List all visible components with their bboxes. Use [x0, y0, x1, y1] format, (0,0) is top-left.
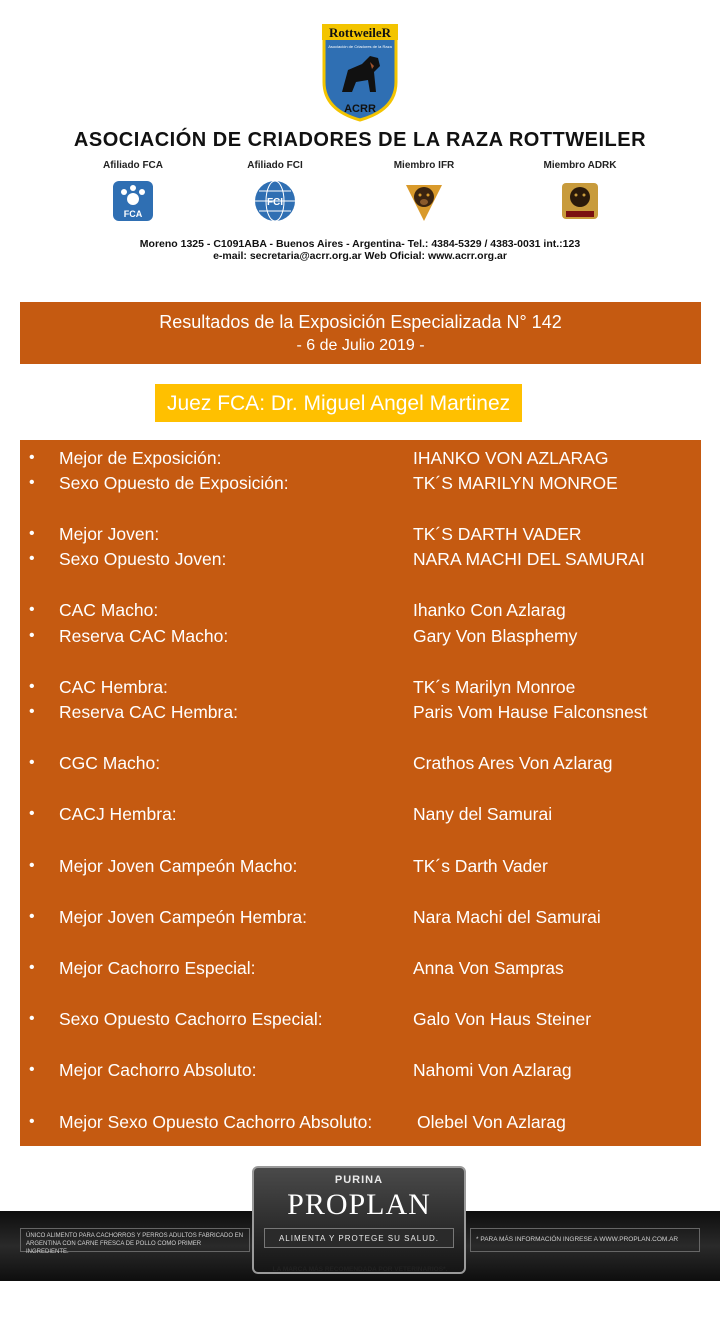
bullet-icon: • — [29, 805, 35, 822]
adrk-emblem-icon — [558, 179, 602, 223]
bullet-icon: • — [29, 754, 35, 771]
bullet-icon: • — [29, 1010, 35, 1027]
result-winner: Crathos Ares Von Azlarag — [413, 753, 613, 773]
ad-bottom-text: LA MARCA MÁS RECOMENDADA POR VETERINARIOS*. — [272, 1266, 448, 1273]
affiliation-fca — [78, 160, 188, 223]
logo-text-top: RottweileR — [328, 25, 392, 40]
bullet-icon: • — [29, 525, 35, 542]
proplan-tagline: ALIMENTA Y PROTEGE SU SALUD. — [264, 1228, 454, 1248]
proplan-brand: PROPLAN — [287, 1188, 431, 1221]
result-category: Sexo Opuesto Joven: — [59, 549, 227, 569]
result-row — [20, 626, 701, 652]
affiliation-fci — [220, 160, 330, 223]
result-category: Sexo Opuesto Cachorro Especial: — [59, 1009, 323, 1029]
bullet-icon: • — [29, 703, 35, 720]
result-row — [20, 600, 701, 626]
result-category: Sexo Opuesto de Exposición: — [59, 473, 289, 493]
bullet-icon: • — [29, 1113, 35, 1130]
result-winner: TK´s Darth Vader — [413, 856, 548, 876]
proplan-ad — [0, 1150, 720, 1318]
affiliation-label: Miembro IFR — [393, 160, 455, 171]
result-category: Reserva CAC Macho: — [59, 626, 229, 646]
address-line-1: Moreno 1325 - C1091ABA - Buenos Aires - Argentina- Tel.: 4384-5329 / 4383-0031 int.:123 — [139, 238, 581, 250]
judge-banner: Juez FCA: Dr. Miguel Angel Martinez — [155, 384, 522, 422]
result-row — [20, 702, 701, 728]
result-row — [20, 804, 701, 830]
result-winner: Paris Vom Hause Falconsnest — [413, 702, 648, 722]
proplan-logo — [252, 1166, 466, 1274]
result-category: Mejor Cachorro Absoluto: — [59, 1060, 257, 1080]
affiliation-adrk — [525, 160, 635, 223]
result-category: Mejor Joven: — [59, 524, 160, 544]
result-winner: IHANKO VON AZLARAG — [413, 448, 609, 468]
result-winner: TK´s Marilyn Monroe — [413, 677, 576, 697]
result-category: Mejor Cachorro Especial: — [59, 958, 256, 978]
results-title: Resultados de la Exposición Especializada N° 142 — [159, 312, 562, 332]
result-category: CGC Macho: — [59, 753, 161, 773]
result-winner: NARA MACHI DEL SAMURAI — [413, 549, 645, 569]
result-category: Reserva CAC Hembra: — [59, 702, 238, 722]
bullet-icon: • — [29, 449, 35, 466]
result-row — [20, 473, 701, 499]
results-date: - 6 de Julio 2019 - — [296, 337, 425, 354]
bullet-icon: • — [29, 908, 35, 925]
bullet-icon: • — [29, 474, 35, 491]
result-winner: Nahomi Von Azlarag — [413, 1060, 572, 1080]
result-category: Mejor Sexo Opuesto Cachorro Absoluto: — [59, 1112, 373, 1132]
result-row — [20, 1009, 701, 1035]
result-winner: TK´S MARILYN MONROE — [413, 473, 618, 493]
affiliation-label: Afiliado FCI — [247, 160, 303, 171]
acrr-logo — [318, 22, 402, 122]
affiliation-label: Afiliado FCA — [103, 160, 163, 171]
ad-left-text: ÚNICO ALIMENTO PARA CACHORROS Y PERROS ADULTOS FABRICADO EN ARGENTINA CON CARNE FRESCA DE POLLO COMO PRIMER INGREDIENTE. — [20, 1228, 250, 1252]
result-category: Mejor de Exposición: — [59, 448, 222, 468]
address-block — [0, 238, 720, 262]
purina-label: PURINA — [334, 1174, 384, 1186]
bullet-icon: • — [29, 627, 35, 644]
results-list — [20, 440, 701, 1146]
result-row — [20, 907, 701, 933]
result-category: Mejor Joven Campeón Macho: — [59, 856, 298, 876]
result-winner: Nany del Samurai — [413, 804, 553, 824]
fca-paw-icon — [111, 179, 155, 223]
result-row — [20, 856, 701, 882]
affiliation-ifr — [369, 160, 479, 223]
result-category: CAC Macho: — [59, 600, 159, 620]
bullet-icon: • — [29, 1061, 35, 1078]
results-header — [20, 302, 701, 364]
fci-globe-icon — [253, 179, 297, 223]
result-winner: Gary Von Blasphemy — [413, 626, 578, 646]
ad-band-bottom — [0, 1281, 720, 1318]
bullet-icon: • — [29, 678, 35, 695]
bullet-icon: • — [29, 959, 35, 976]
result-winner: Galo Von Haus Steiner — [413, 1009, 592, 1029]
result-winner: Nara Machi del Samurai — [413, 907, 601, 927]
result-row — [20, 958, 701, 984]
result-row — [20, 753, 701, 779]
address-line-2: e-mail: secretaria@acrr.org.ar Web Oficial: www.acrr.org.ar — [213, 250, 507, 262]
bullet-icon: • — [29, 550, 35, 567]
result-row — [20, 448, 701, 474]
result-row — [20, 1112, 701, 1138]
result-winner: TK´S DARTH VADER — [413, 524, 582, 544]
result-category: CAC Hembra: — [59, 677, 168, 697]
ad-right-text: * PARA MÁS INFORMACIÓN INGRESE A WWW.PROPLAN.COM.AR — [470, 1228, 700, 1252]
result-category: Mejor Joven Campeón Hembra: — [59, 907, 308, 927]
bullet-icon: • — [29, 601, 35, 618]
result-row — [20, 524, 701, 550]
result-row — [20, 1060, 701, 1086]
logo-subtitle: Asociación de Criadores de la Raza — [328, 44, 392, 49]
ifr-rottweiler-head-icon — [402, 179, 446, 223]
result-category: CACJ Hembra: — [59, 804, 177, 824]
logo-text-bottom: ACRR — [344, 103, 376, 115]
affiliation-label: Miembro ADRK — [543, 160, 617, 171]
result-row — [20, 549, 701, 575]
fca-badge-text: FCA — [123, 209, 143, 219]
result-winner: Ihanko Con Azlarag — [413, 600, 566, 620]
fci-badge-text: FCI — [266, 197, 284, 208]
bullet-icon: • — [29, 857, 35, 874]
result-row — [20, 677, 701, 703]
result-winner: Olebel Von Azlarag — [417, 1112, 566, 1132]
result-winner: Anna Von Sampras — [413, 958, 564, 978]
organization-name: ASOCIACIÓN DE CRIADORES DE LA RAZA ROTTWEILER — [73, 129, 647, 151]
